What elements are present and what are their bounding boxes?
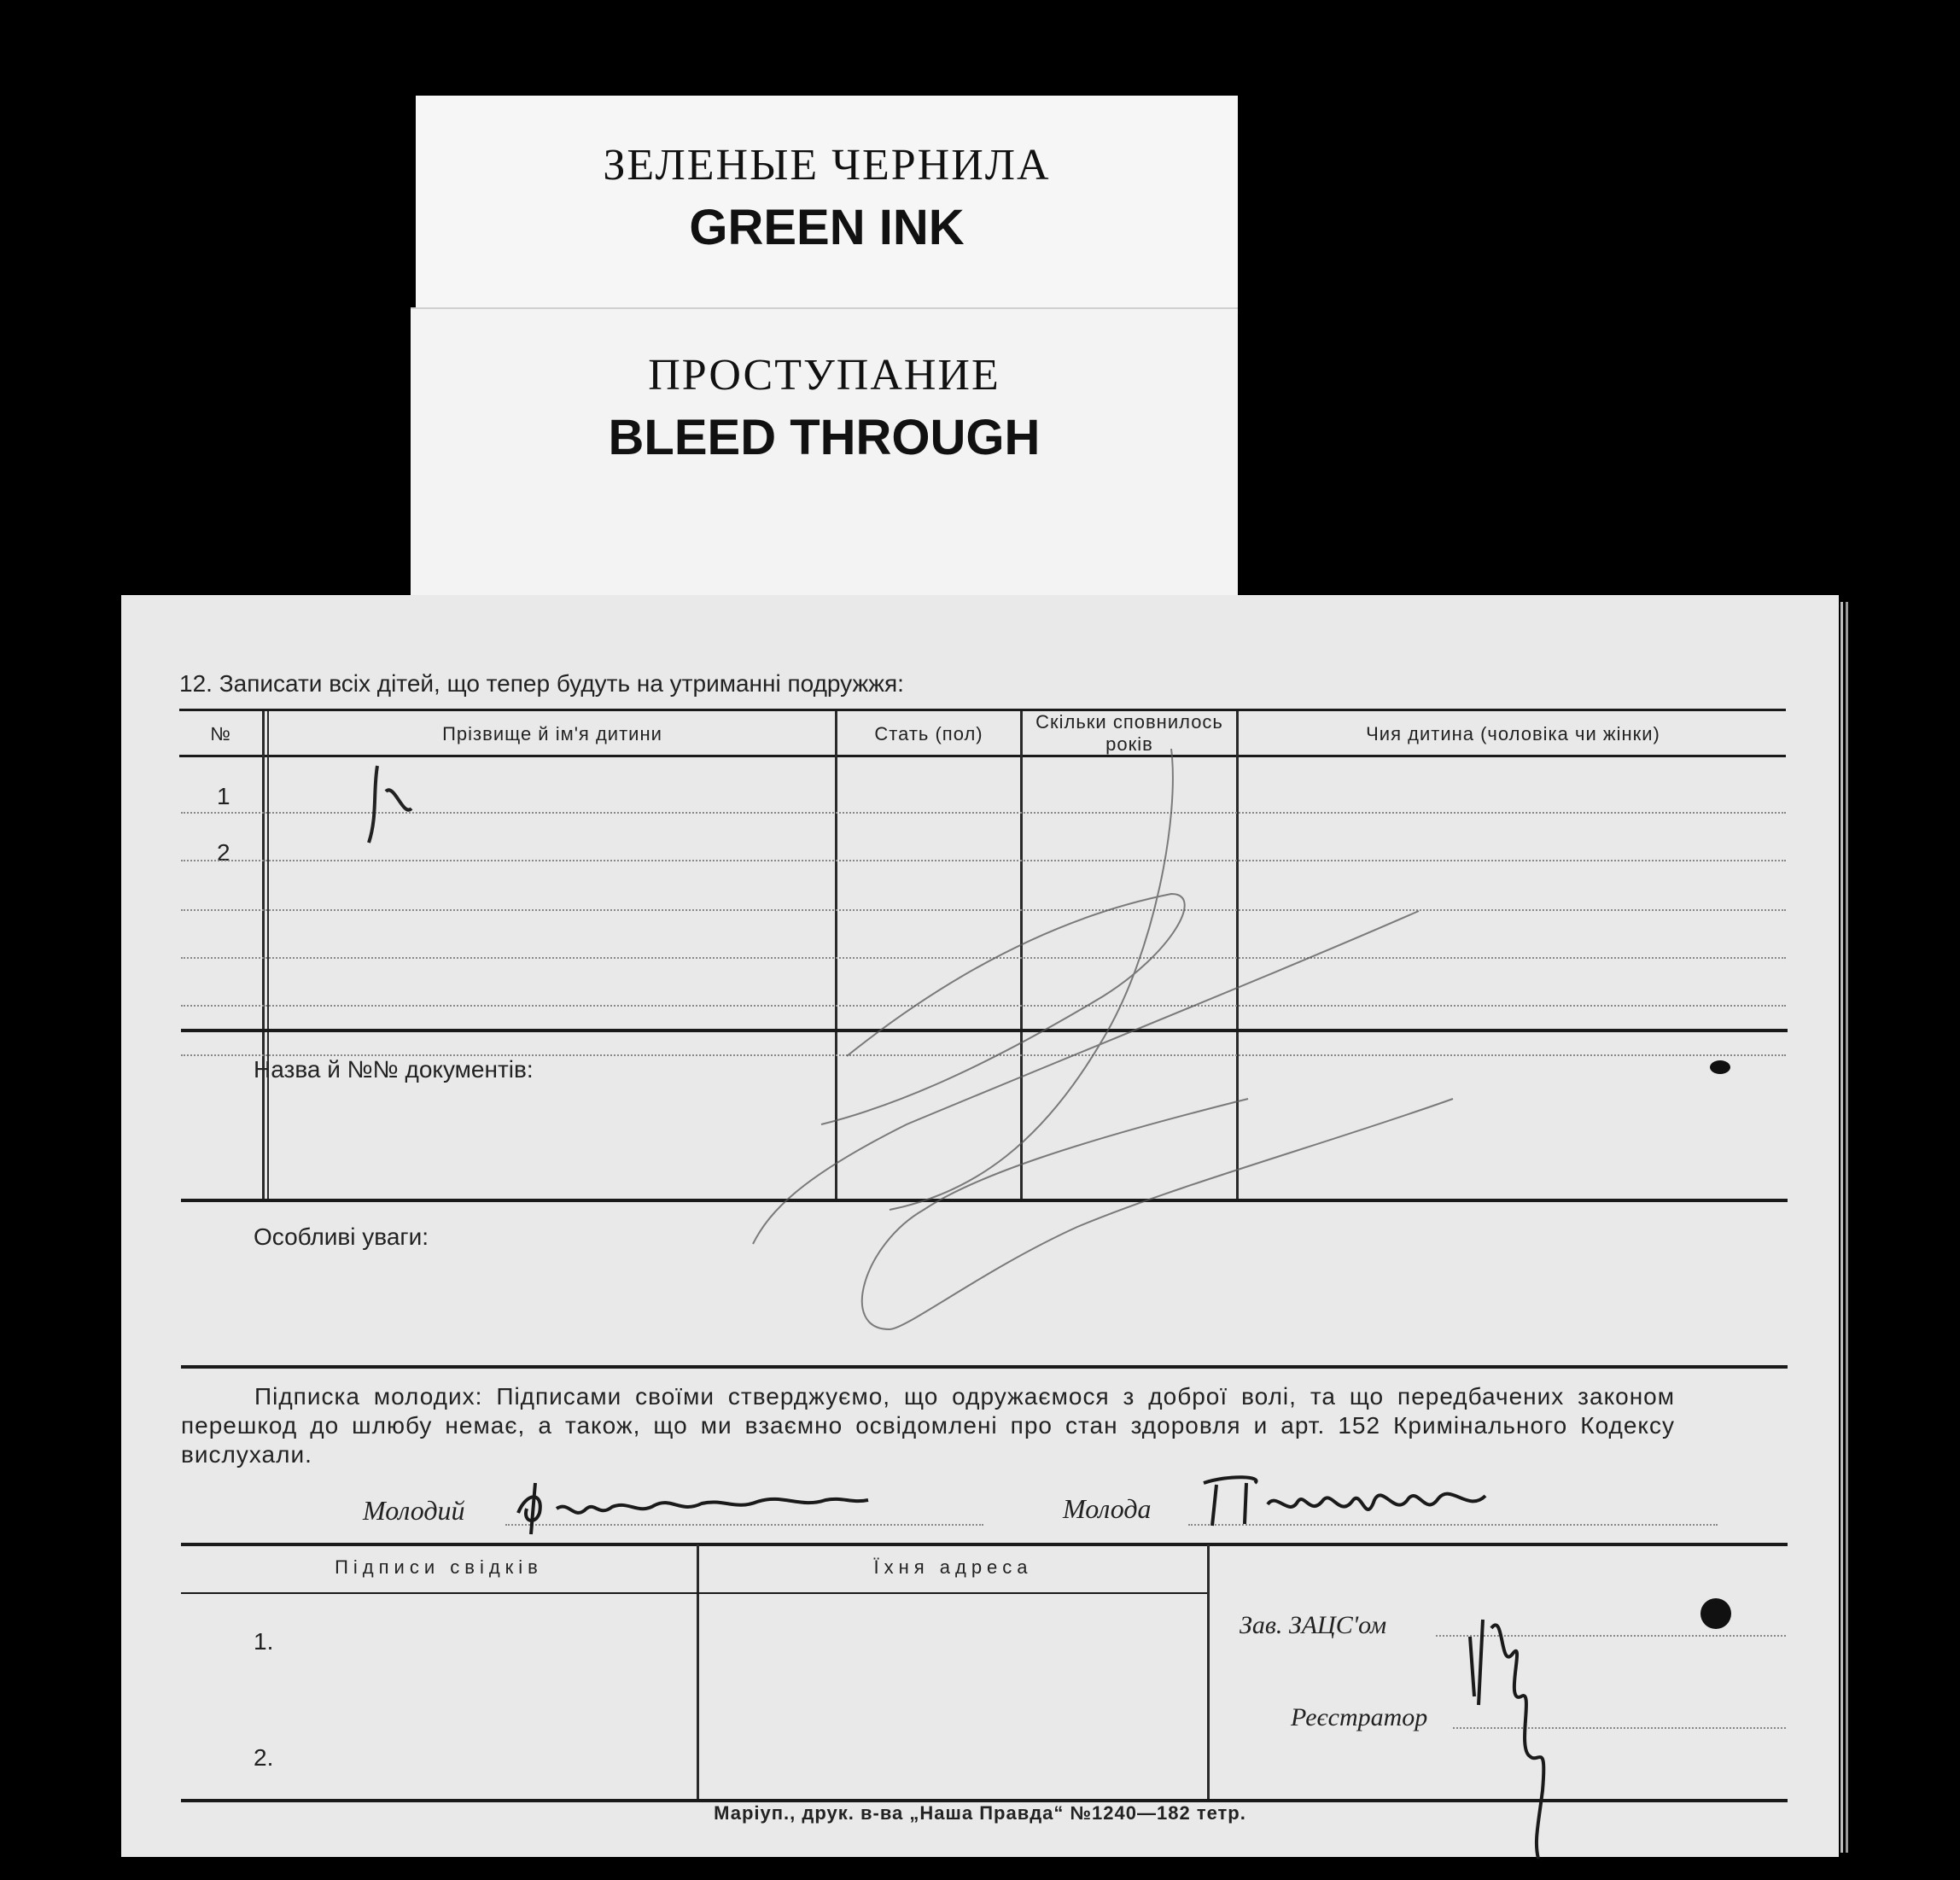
bleed-through-ru: ПРОСТУПАНИЕ [648,351,1000,400]
witness-row-2: 2. [254,1744,274,1771]
children-heading: 12. Записати всіх дітей, що тепер будуть на утриманні подружжя: [179,670,904,697]
witness-col-signatures: Підписи свідків [335,1556,543,1578]
green-ink-en: GREEN INK [689,200,965,255]
witness-row-1: 1. [254,1628,274,1655]
registry-form [121,595,1839,1857]
green-ink-note [416,96,1238,309]
head-label: Зав. ЗАЦС'ом [1240,1611,1387,1639]
col-header-sex: Стать (пол) [874,723,983,744]
documents-label: Назва й №№ документів: [254,1056,534,1083]
registrar-label: Реєстратор [1291,1703,1428,1731]
printer-imprint: Маріуп., друк. в-ва „Наша Правда“ №1240—182 тетр. [714,1802,1246,1824]
page-edge [1840,602,1843,1853]
row-number-2: 2 [217,839,230,866]
row-number-1: 1 [217,783,230,809]
groom-label: Молодий [363,1495,465,1526]
remarks-label: Особливі уваги: [254,1223,429,1250]
witness-col-address: Їхня адреса [873,1556,1033,1578]
col-header-parent: Чия дитина (чоловіка чи жінки) [1366,723,1660,744]
bride-label: Молода [1063,1493,1152,1524]
col-header-number: № [210,723,231,744]
green-ink-ru: ЗЕЛЕНЫЕ ЧЕРНИЛА [603,141,1051,190]
col-header-age: Скільки сповнилось років [1035,711,1223,755]
pledge-text: Підписка молодих: Підписами своїми стверджуємо, що одружаємося з доброї волі, та що передбачених законом перешкод до шлюбу немає, а також, що ми взаємно освідомлені про стан здоровля и арт. 152 Кримінального Кодексу вислухали. [181,1383,1675,1468]
page-edge [1846,602,1848,1853]
binding-holes [1682,743,1784,1682]
col-header-name: Прізвище й ім'я дитини [442,723,662,744]
bleed-through-en: BLEED THROUGH [608,410,1041,465]
bleed-through-marks [121,595,1839,1857]
bleed-through-note [411,307,1238,599]
